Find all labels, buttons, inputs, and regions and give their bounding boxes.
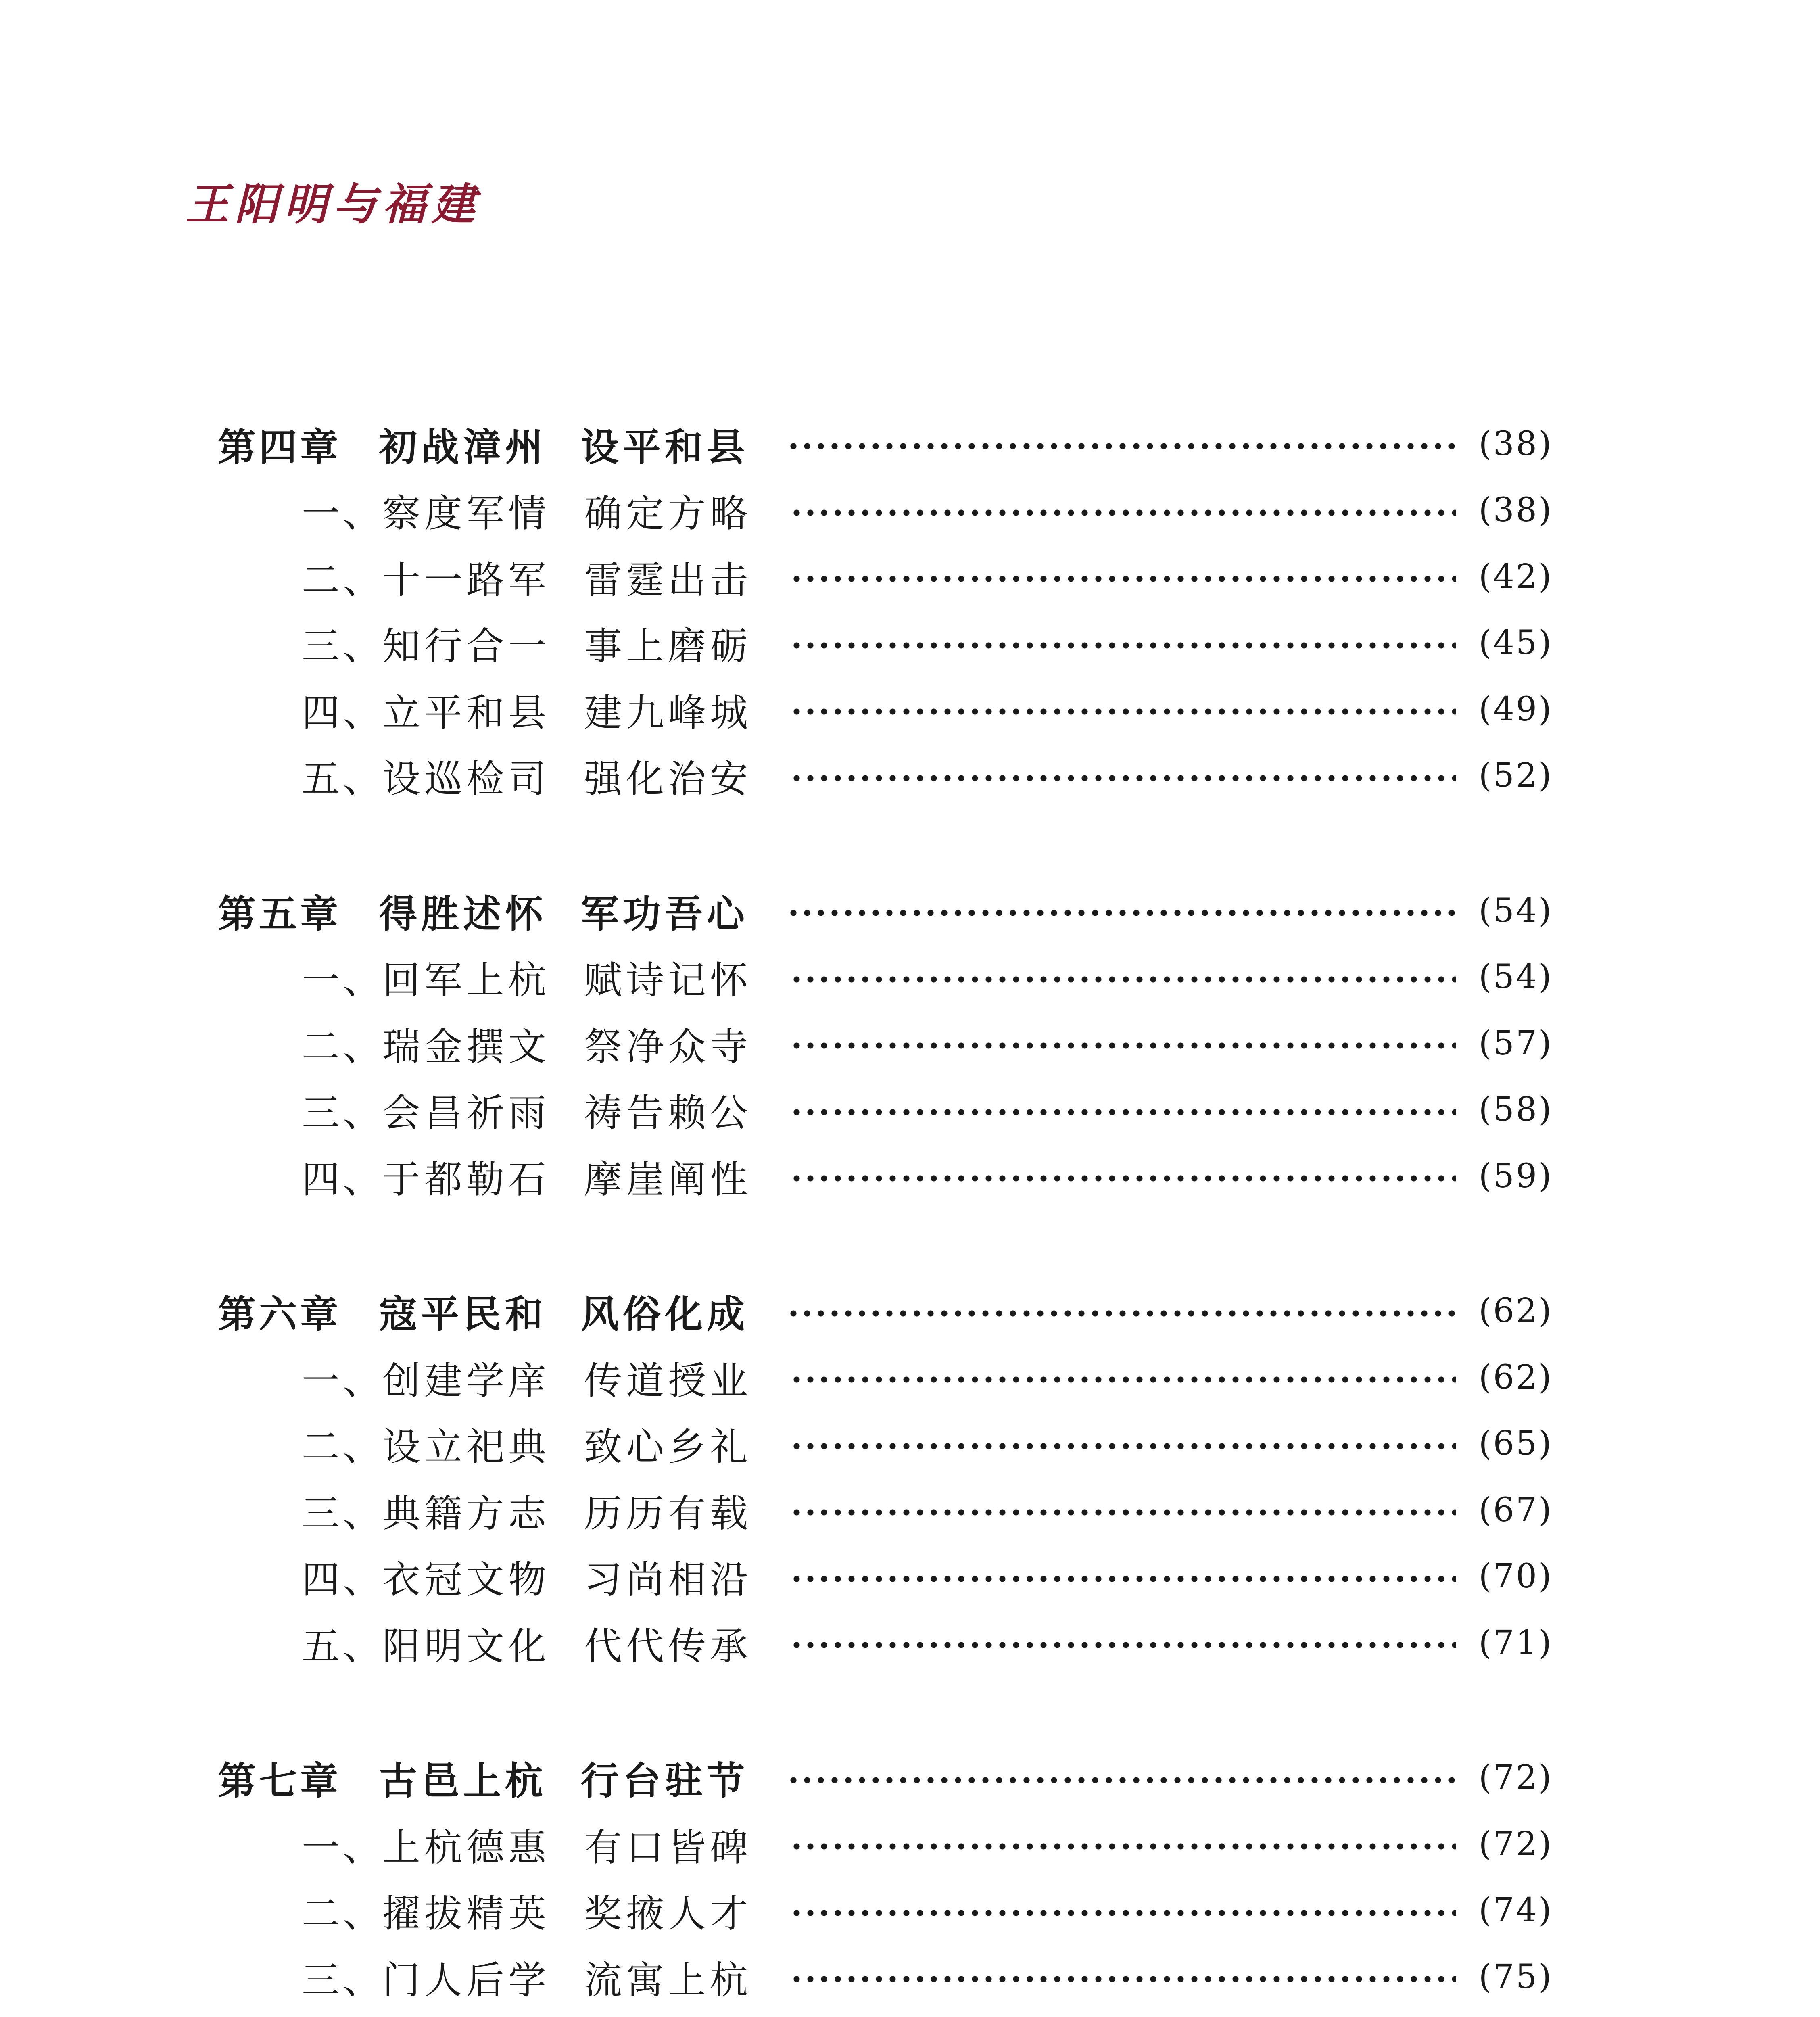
toc-page-number: (59) [1478, 1157, 1553, 1195]
dot-leader [790, 1950, 1456, 2003]
toc-entry-title-part2: 有口皆碑 [584, 1825, 752, 1870]
toc-entry-title-part1: 寇平民和 [379, 1292, 547, 1336]
toc-entry-title-part1: 会昌祈雨 [382, 1091, 551, 1135]
toc-entry-number: 二、 [302, 1425, 384, 1469]
toc-page-number: (72) [1478, 1825, 1553, 1863]
toc-page-number: (54) [1478, 958, 1553, 996]
dot-leader [790, 1150, 1456, 1202]
toc-entry-number: 四、 [302, 1157, 384, 1202]
toc-page-number: (71) [1478, 1623, 1553, 1662]
dot-leader [790, 951, 1456, 1003]
toc-entry-title-part1: 设巡检司 [382, 757, 551, 801]
toc-page-number: (57) [1478, 1024, 1553, 1063]
toc-entry-title-part2: 赋诗记怀 [584, 958, 752, 1002]
toc-entry-number: 四、 [302, 1558, 384, 1602]
toc-entry-title-part2: 雷霆出击 [584, 558, 752, 602]
toc-entry-number: 一、 [302, 958, 384, 1002]
toc-section-entry[interactable] [218, 1884, 1553, 1937]
toc-chapter-entry[interactable] [218, 1752, 1553, 1804]
toc-entry-number: 第五章 [218, 892, 342, 936]
toc-entry-title-part1: 衣冠文物 [382, 1558, 551, 1602]
toc-entry-title-part1: 于都勒石 [382, 1157, 551, 1202]
running-title: 王阳明与福建 [186, 179, 481, 230]
dot-leader [790, 1418, 1456, 1470]
toc-section-entry[interactable] [218, 1818, 1553, 1870]
dot-leader [790, 1351, 1456, 1403]
toc-section-entry[interactable] [218, 1550, 1553, 1603]
toc-section-entry[interactable] [218, 683, 1553, 735]
toc-page-number: (45) [1478, 624, 1553, 662]
toc-entry-title-part1: 察度军情 [382, 492, 551, 536]
toc-entry-number: 二、 [302, 558, 384, 602]
toc-entry-title-part2: 风俗化成 [581, 1292, 749, 1336]
dot-leader [787, 1752, 1456, 1804]
dot-leader [790, 1818, 1456, 1870]
toc-entry-title-part2: 奖掖人才 [584, 1892, 752, 1936]
toc-page-number: (65) [1478, 1424, 1553, 1463]
toc-entry-title-part1: 典籍方志 [382, 1491, 551, 1536]
toc-entry-number: 三、 [302, 1091, 384, 1135]
toc-entry-title-part2: 确定方略 [584, 492, 752, 536]
toc-section-entry[interactable] [218, 1484, 1553, 1536]
toc-entry-title-part1: 十一路军 [382, 558, 551, 602]
toc-section-entry[interactable] [218, 1084, 1553, 1136]
toc-entry-number: 第六章 [218, 1292, 342, 1336]
toc-section-entry[interactable] [218, 750, 1553, 802]
toc-entry-number: 第四章 [218, 425, 342, 470]
dot-leader [790, 750, 1456, 802]
toc-entry-title-part1: 得胜述怀 [379, 892, 547, 936]
toc-entry-number: 一、 [302, 1359, 384, 1403]
toc-entry-title-part2: 代代传承 [584, 1624, 752, 1668]
dot-leader [790, 550, 1456, 603]
toc-page-number: (74) [1478, 1891, 1553, 1929]
dot-leader [790, 1084, 1456, 1136]
toc-page-number: (38) [1478, 491, 1553, 529]
toc-entry-title-part2: 事上磨砺 [584, 624, 752, 668]
toc-entry-title-part2: 军功吾心 [581, 892, 749, 936]
toc-entry-title-part1: 擢拔精英 [382, 1892, 551, 1936]
toc-entry-title-part2: 建九峰城 [584, 691, 752, 735]
toc-section-entry[interactable] [218, 1150, 1553, 1202]
toc-entry-title-part2: 习尚相沿 [584, 1558, 752, 1602]
dot-leader [787, 884, 1456, 937]
toc-section-entry[interactable] [218, 550, 1553, 603]
toc-entry-title-part1: 设立祀典 [382, 1425, 551, 1469]
toc-entry-title-part2: 致心乡礼 [584, 1425, 752, 1469]
toc-entry-title-part1: 古邑上杭 [379, 1759, 547, 1803]
toc-page-number: (75) [1478, 1957, 1553, 1996]
toc-entry-title-part1: 立平和县 [382, 691, 551, 735]
toc-entry-number: 一、 [302, 1825, 384, 1870]
toc-page-number: (52) [1478, 756, 1553, 795]
toc-entry-number: 一、 [302, 492, 384, 536]
toc-section-entry[interactable] [218, 951, 1553, 1003]
dot-leader [790, 617, 1456, 669]
toc-section-entry[interactable] [218, 1418, 1553, 1470]
dot-leader [790, 1884, 1456, 1937]
toc-entry-number: 二、 [302, 1025, 384, 1069]
toc-entry-number: 三、 [302, 1491, 384, 1536]
toc-page-number: (70) [1478, 1557, 1553, 1595]
dot-leader [787, 418, 1456, 470]
toc-page-number: (62) [1478, 1358, 1553, 1397]
toc-page-number: (58) [1478, 1090, 1553, 1129]
toc-page-number: (67) [1478, 1491, 1553, 1529]
dot-leader [790, 1017, 1456, 1069]
toc-entry-title-part2: 传道授业 [584, 1359, 752, 1403]
toc-section-entry[interactable] [218, 1017, 1553, 1069]
toc-entry-number: 二、 [302, 1892, 384, 1936]
toc-entry-title-part2: 历历有载 [584, 1491, 752, 1536]
toc-entry-title-part1: 回军上杭 [382, 958, 551, 1002]
toc-entry-title-part1: 门人后学 [382, 1958, 551, 2002]
toc-entry-title-part2: 祷告赖公 [584, 1091, 752, 1135]
dot-leader [790, 484, 1456, 537]
toc-page-number: (42) [1478, 557, 1553, 596]
toc-entry-title-part1: 阳明文化 [382, 1624, 551, 1668]
dot-leader [790, 1484, 1456, 1536]
toc-entry-title-part2: 行台驻节 [581, 1759, 749, 1803]
toc-chapter-entry[interactable] [218, 1285, 1553, 1337]
dot-leader [790, 1550, 1456, 1603]
toc-entry-title-part2: 流寓上杭 [584, 1958, 752, 2002]
toc-entry-title-part1: 初战漳州 [379, 425, 547, 470]
toc-entry-number: 五、 [302, 757, 384, 801]
toc-entry-title-part2: 设平和县 [581, 425, 749, 470]
toc-entry-number: 第七章 [218, 1759, 342, 1803]
dot-leader [787, 1285, 1456, 1337]
toc-section-entry[interactable] [218, 1616, 1553, 1669]
toc-entry-title-part2: 祭净众寺 [584, 1025, 752, 1069]
toc-chapter-entry[interactable] [218, 884, 1553, 937]
toc-entry-title-part1: 创建学庠 [382, 1359, 551, 1403]
toc-page-number: (72) [1478, 1758, 1553, 1797]
toc-entry-number: 五、 [302, 1624, 384, 1668]
toc-page-number: (62) [1478, 1292, 1553, 1330]
dot-leader [790, 683, 1456, 735]
toc-section-entry[interactable] [218, 1950, 1553, 2003]
toc-page-number: (38) [1478, 424, 1553, 463]
toc-section-entry[interactable] [218, 484, 1553, 537]
toc-section-entry[interactable] [218, 617, 1553, 669]
toc-entry-number: 四、 [302, 691, 384, 735]
toc-section-entry[interactable] [218, 1351, 1553, 1403]
toc-entry-title-part2: 摩崖阐性 [584, 1157, 752, 1202]
toc-entry-number: 三、 [302, 1958, 384, 2002]
toc-entry-title-part1: 上杭德惠 [382, 1825, 551, 1870]
toc-page-number: (49) [1478, 690, 1553, 729]
toc-entry-title-part1: 瑞金撰文 [382, 1025, 551, 1069]
toc-chapter-entry[interactable] [218, 418, 1553, 470]
toc-entry-number: 三、 [302, 624, 384, 668]
toc-entry-title-part1: 知行合一 [382, 624, 551, 668]
toc-entry-title-part2: 强化治安 [584, 757, 752, 801]
dot-leader [790, 1616, 1456, 1669]
toc-page-number: (54) [1478, 891, 1553, 930]
